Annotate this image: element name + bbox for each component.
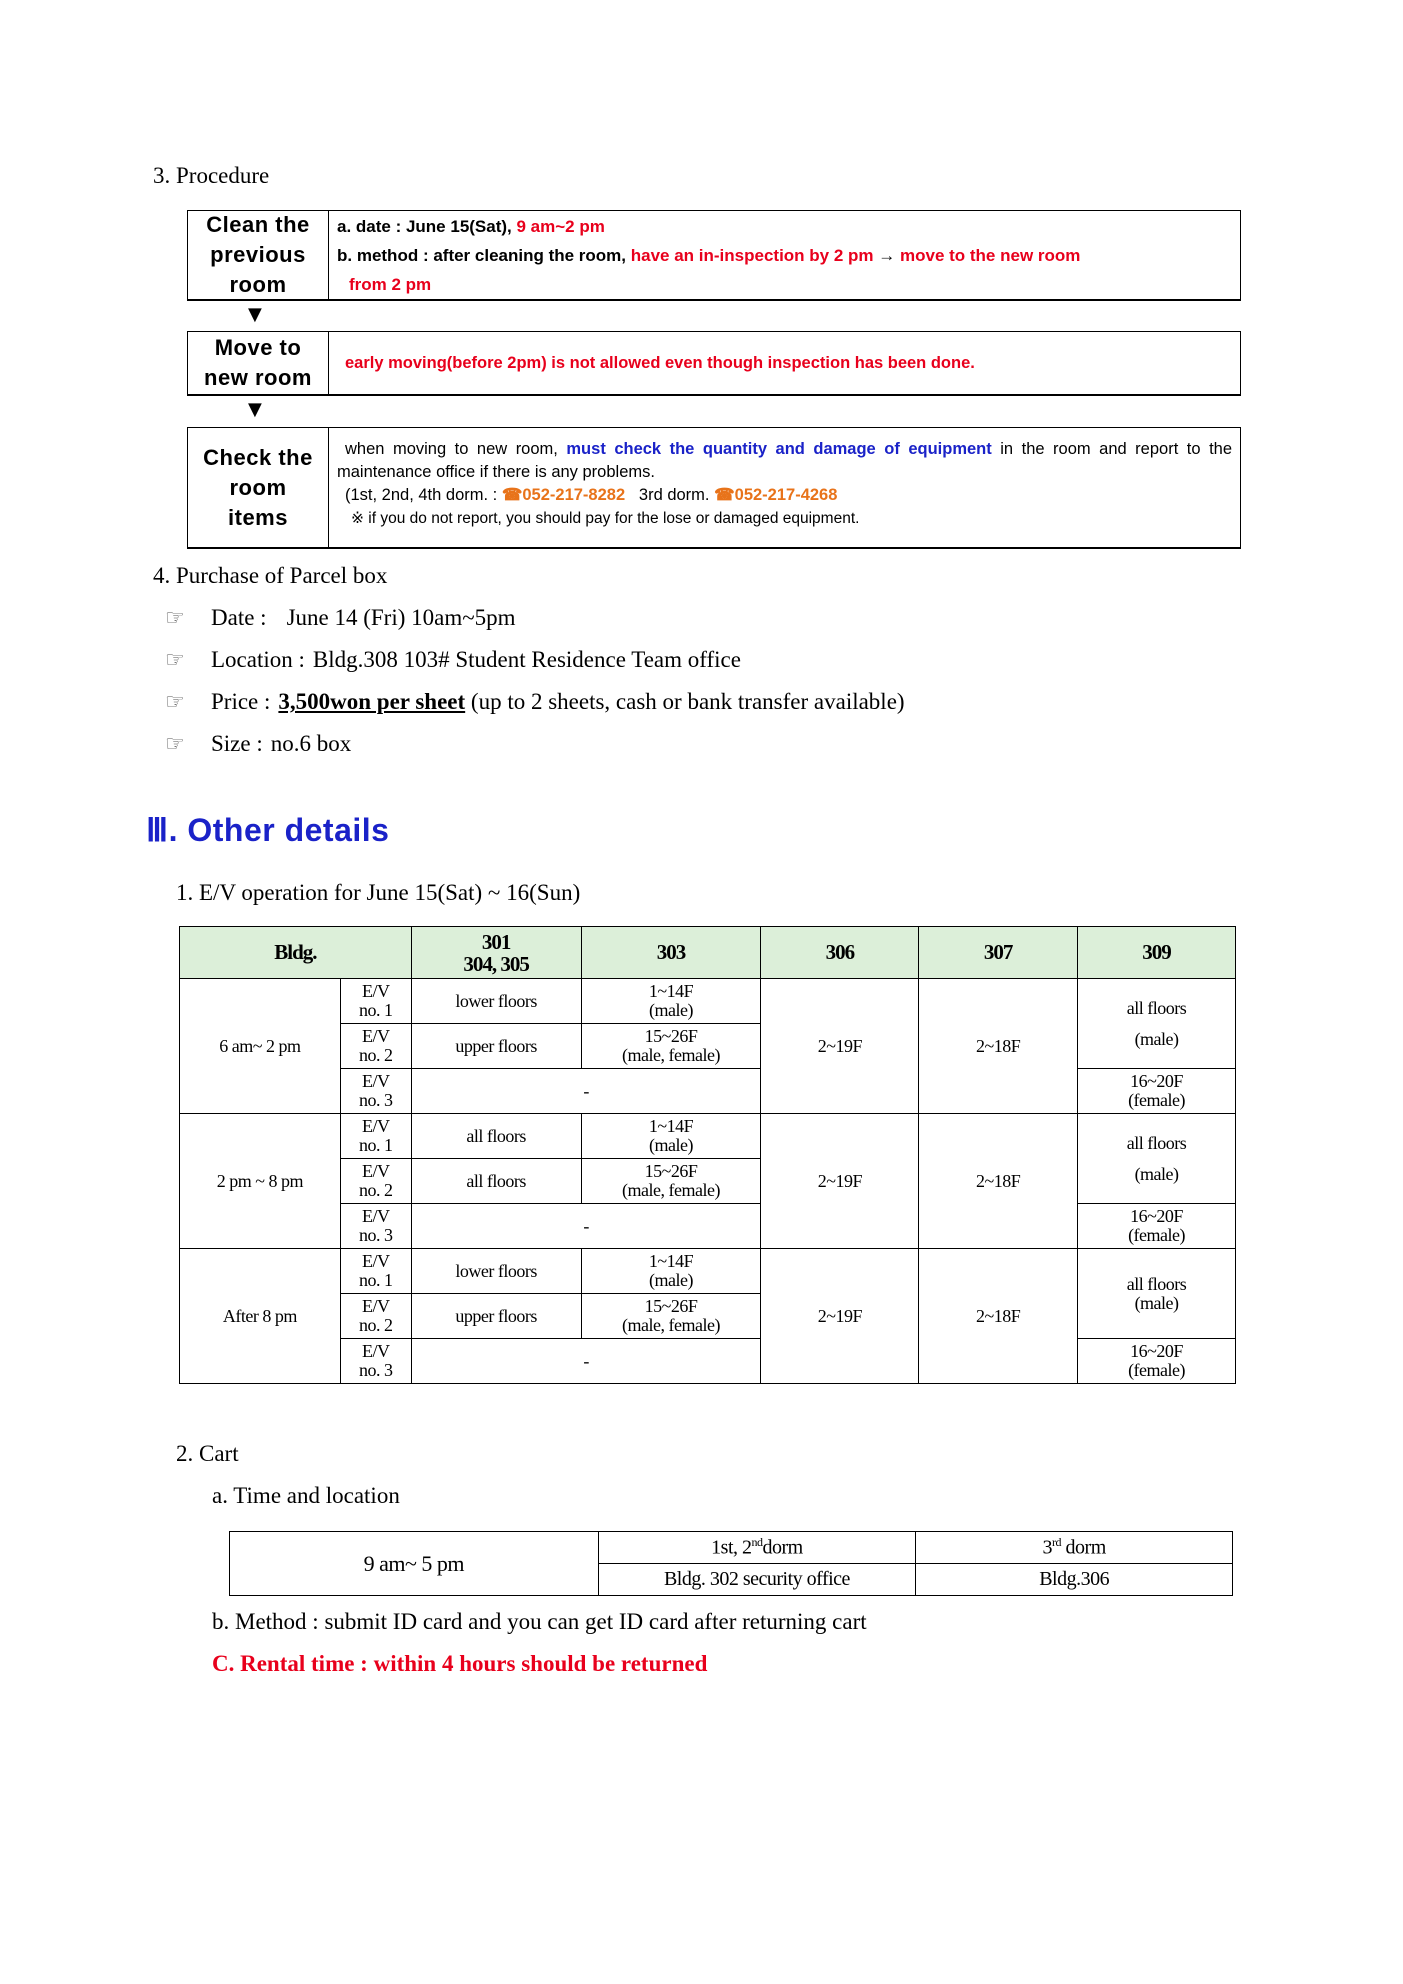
table-cell: 2~19F	[761, 1249, 919, 1384]
ev-label-cell	[340, 1294, 411, 1339]
pointing-hand-icon: ☞	[165, 605, 185, 631]
cell-line: 1~14F	[648, 1116, 694, 1136]
step-label-line: items	[228, 504, 288, 530]
dorm-text: 3rd dorm.	[625, 486, 715, 504]
cart-time-cell: 9 am~ 5 pm	[230, 1532, 599, 1596]
cell-line: 16~20F	[1130, 1071, 1183, 1091]
time-cell: 6 am~ 2 pm	[180, 979, 341, 1114]
table-cell	[1078, 979, 1236, 1069]
cell-text: dorm	[762, 1536, 803, 1559]
ev-label-cell	[340, 1249, 411, 1294]
table-cell	[1078, 1069, 1236, 1114]
step-label-line: previous	[210, 242, 306, 267]
table-row	[230, 1532, 1233, 1564]
ev-label-cell	[340, 1204, 411, 1249]
step-label-line: new room	[204, 365, 312, 390]
table-cell	[1078, 1204, 1236, 1249]
ev-label: E/V	[362, 1251, 390, 1271]
ev-label: E/V	[362, 1026, 390, 1046]
table-cell: 2~18F	[919, 1114, 1078, 1249]
cell-line: (male, female)	[622, 1315, 720, 1335]
cell-line: all floors	[1126, 997, 1187, 1018]
parcel-item-value: Bldg.308 103# Student Residence Team office	[312, 647, 741, 672]
header-cell: 306	[761, 927, 919, 979]
dorm-text: (1st, 2nd, 4th dorm. :	[345, 486, 502, 504]
cell-line: all floors	[1126, 1273, 1187, 1294]
table-cell: all floors	[411, 1114, 581, 1159]
time-cell: After 8 pm	[180, 1249, 341, 1384]
table-cell	[581, 1114, 761, 1159]
from-time-red: from 2 pm	[349, 275, 432, 294]
date-text: a. date : June 15(Sat),	[337, 217, 517, 236]
phone-number: ☎052-217-4268	[714, 486, 838, 504]
table-cell	[581, 1249, 761, 1294]
ev-label-cell	[340, 1069, 411, 1114]
table-cell	[581, 1024, 761, 1069]
method-text: b. method : after cleaning the room,	[337, 246, 631, 265]
ev-label: E/V	[362, 1161, 390, 1181]
step-label-line: Check the	[203, 444, 313, 470]
table-cell: -	[411, 1069, 761, 1114]
cell-line: 16~20F	[1130, 1341, 1183, 1361]
parcel-item-label: Date :	[211, 605, 267, 630]
table-cell: -	[411, 1339, 761, 1384]
table-cell: upper floors	[411, 1024, 581, 1069]
parcel-item-label: Location :	[211, 647, 305, 672]
procedure-step-check	[187, 427, 1241, 549]
table-cell	[581, 979, 761, 1024]
header-cell: 301 304, 305	[411, 927, 581, 979]
cell-line: (female)	[1128, 1225, 1186, 1245]
parcel-item	[165, 647, 741, 673]
cell-sup: nd	[751, 1535, 763, 1550]
ev-operation-table	[179, 926, 1236, 1384]
step-body	[329, 332, 1240, 394]
cell-line: 15~26F	[644, 1026, 698, 1046]
cart-sub-c: C. Rental time : within 4 hours should be returned	[212, 1651, 708, 1676]
table-cell: lower floors	[411, 1249, 581, 1294]
table-cell: 2~18F	[919, 1249, 1078, 1384]
ev-label: no. 1	[359, 1000, 393, 1020]
move-red: move to the new room	[899, 246, 1081, 265]
ev-label: no. 1	[359, 1270, 393, 1290]
date-time-red: 9 am~2 pm	[516, 217, 605, 236]
ev-heading: 1. E/V operation for June 15(Sat) ~ 16(Sun)	[176, 880, 581, 905]
cell-line: (male)	[1134, 1028, 1179, 1049]
ev-label: no. 3	[359, 1225, 393, 1245]
step-label-line: Clean the	[206, 212, 310, 237]
parcel-heading: 4. Purchase of Parcel box	[153, 563, 388, 588]
step-label	[188, 428, 329, 547]
ev-label-cell	[340, 1024, 411, 1069]
cell-line: 15~26F	[644, 1296, 698, 1316]
parcel-item	[165, 731, 351, 757]
early-moving-warning: early moving(before 2pm) is not allowed even though inspection has been done.	[345, 353, 975, 372]
procedure-step-clean	[187, 210, 1241, 301]
header-cell: Bldg.	[180, 927, 412, 979]
time-cell: 2 pm ~ 8 pm	[180, 1114, 341, 1249]
table-cell: Bldg.306	[916, 1564, 1233, 1596]
phone-number: ☎052-217-8282	[501, 486, 626, 504]
down-arrow-icon: ▼	[248, 304, 262, 325]
cell-sup: rd	[1052, 1535, 1062, 1550]
ev-label-cell	[340, 979, 411, 1024]
table-row	[180, 1249, 1236, 1294]
step-body	[329, 428, 1240, 547]
cart-table	[229, 1531, 1233, 1596]
step-label	[188, 211, 329, 299]
table-cell: all floors	[411, 1159, 581, 1204]
parcel-item-value: no.6 box	[270, 731, 352, 756]
cell-line: (male, female)	[622, 1045, 720, 1065]
cell-line: (female)	[1128, 1090, 1186, 1110]
step-label	[188, 332, 329, 394]
cell-text: 3	[1042, 1536, 1053, 1559]
ev-label: E/V	[362, 1071, 390, 1091]
check-text: when moving to new room,	[345, 440, 567, 458]
cell-line: (male)	[649, 1135, 693, 1155]
parcel-item	[165, 689, 905, 715]
table-row	[180, 1114, 1236, 1159]
table-cell: -	[411, 1204, 761, 1249]
ev-label: no. 2	[359, 1315, 393, 1335]
table-row	[180, 979, 1236, 1024]
header-cell: 303	[581, 927, 761, 979]
ev-label: no. 2	[359, 1045, 393, 1065]
pointing-hand-icon: ☞	[165, 647, 185, 673]
cell-line: 16~20F	[1130, 1206, 1183, 1226]
header-cell: 307	[919, 927, 1078, 979]
ev-label-cell	[340, 1339, 411, 1384]
table-cell	[581, 1294, 761, 1339]
cell-text: 1st, 2	[711, 1536, 752, 1559]
cell-line: 1~14F	[648, 981, 694, 1001]
right-arrow-icon: →	[873, 246, 900, 265]
ev-label-cell	[340, 1114, 411, 1159]
table-header-row	[180, 927, 1236, 979]
section-title: Ⅲ. Other details	[146, 812, 390, 848]
ev-label: no. 2	[359, 1180, 393, 1200]
down-arrow-icon: ▼	[248, 399, 262, 420]
table-cell	[1078, 1249, 1236, 1339]
step-label-line: room	[229, 272, 287, 297]
ev-label: E/V	[362, 1341, 390, 1361]
cell-line: (male, female)	[622, 1180, 720, 1200]
table-cell	[1078, 1114, 1236, 1204]
cell-text: dorm	[1061, 1536, 1106, 1559]
table-cell	[581, 1159, 761, 1204]
parcel-item-label: Size :	[211, 731, 263, 756]
report-note: ※ if you do not report, you should pay for the lose or damaged equipment.	[351, 510, 860, 527]
step-body	[329, 211, 1240, 299]
ev-label: E/V	[362, 1206, 390, 1226]
parcel-item-value: (up to 2 sheets, cash or bank transfer available)	[465, 689, 905, 714]
parcel-item-label: Price :	[211, 689, 271, 714]
parcel-item-value: June 14 (Fri) 10am~5pm	[286, 605, 516, 630]
table-cell: 2~19F	[761, 1114, 919, 1249]
table-cell: upper floors	[411, 1294, 581, 1339]
table-cell: 2~19F	[761, 979, 919, 1114]
pointing-hand-icon: ☞	[165, 731, 185, 757]
ev-label-cell	[340, 1159, 411, 1204]
header-cell: 309	[1078, 927, 1236, 979]
price-value: 3,500won per sheet	[278, 689, 466, 714]
cart-sub-a: a. Time and location	[212, 1483, 400, 1508]
ev-label: E/V	[362, 1296, 390, 1316]
cart-sub-b: b. Method : submit ID card and you can get ID card after returning cart	[212, 1609, 867, 1634]
cell-line: 1~14F	[648, 1251, 694, 1271]
cell-line: (female)	[1128, 1360, 1186, 1380]
cell-line: (male)	[649, 1270, 693, 1290]
cell-line: all floors	[1126, 1132, 1187, 1153]
table-cell	[598, 1532, 916, 1564]
table-cell: Bldg. 302 security office	[598, 1564, 916, 1596]
ev-label: E/V	[362, 981, 390, 1001]
cell-line: (male)	[1134, 1292, 1179, 1313]
ev-label: no. 1	[359, 1135, 393, 1155]
cell-line: (male)	[649, 1000, 693, 1020]
table-cell	[1078, 1339, 1236, 1384]
pointing-hand-icon: ☞	[165, 689, 185, 715]
cell-line: 15~26F	[644, 1161, 698, 1181]
step-label-line: Move to	[214, 335, 302, 360]
step-label-line: room	[229, 474, 287, 500]
ev-label: no. 3	[359, 1090, 393, 1110]
table-cell	[916, 1532, 1233, 1564]
check-text-blue: must check the quantity and damage of equipment	[566, 440, 992, 458]
table-cell: lower floors	[411, 979, 581, 1024]
inspection-red: have an in-inspection by 2 pm	[630, 246, 874, 265]
cart-heading: 2. Cart	[176, 1441, 239, 1466]
parcel-item	[165, 605, 516, 631]
ev-label: E/V	[362, 1116, 390, 1136]
cell-line: (male)	[1134, 1163, 1179, 1184]
check-text-end: in the room and report to the maintenance office if there is any problems.	[337, 440, 1233, 481]
ev-label: no. 3	[359, 1360, 393, 1380]
procedure-heading: 3. Procedure	[153, 163, 270, 188]
table-cell: 2~18F	[919, 979, 1078, 1114]
procedure-step-move	[187, 331, 1241, 396]
